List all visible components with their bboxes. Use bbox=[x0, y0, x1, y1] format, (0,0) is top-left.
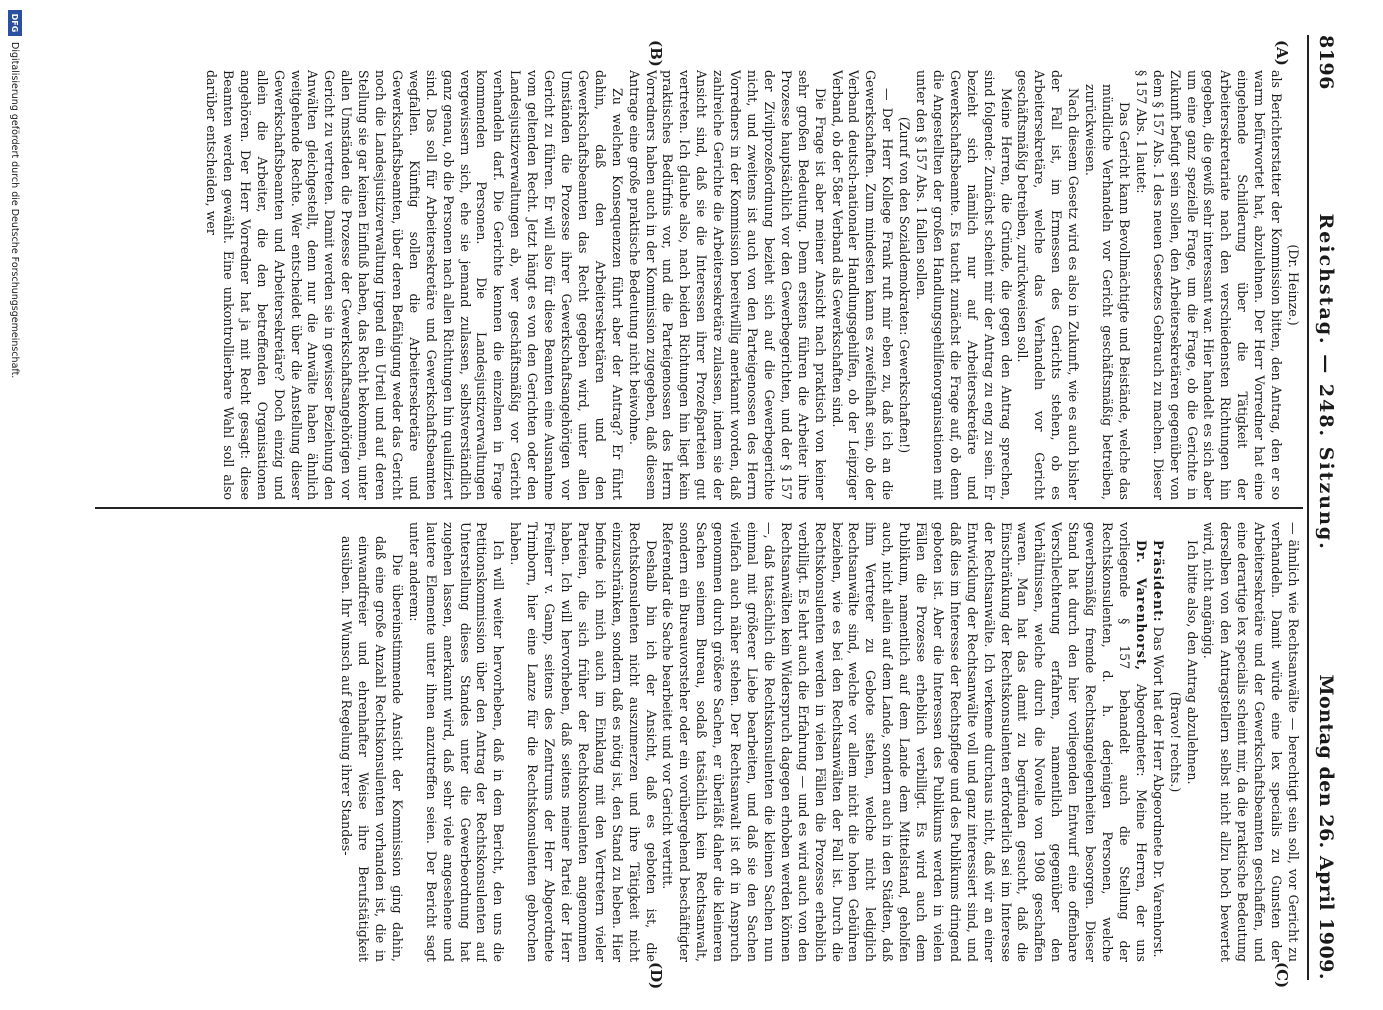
page-number: 8196 bbox=[1315, 35, 1337, 90]
interjection: (Bravo! rechts.) bbox=[1167, 691, 1183, 793]
speaker-attribution: (Dr. Heinze.) bbox=[1286, 244, 1301, 326]
interjection: (Zuruf von den Sozialdemokraten: Gewerkschaften!) bbox=[897, 116, 913, 454]
speaker-name: Präsident: bbox=[1150, 540, 1166, 623]
paragraph: Zu welchen Konsequenzen führt aber der Antrag? Er führt dahin, daß den Arbeitersekretären und den Gewerkschaftsbeamten das Recht gegeben wird, unter allen Umständen die Prozesse ihrer Gewerkschaftsangehörigen vor Gericht zu führen. Er will also für diese Beamten eine Ausnahme vom geltenden Recht. Jetzt hängt es von den Gerichten oder den Landesjustizverwaltungen ab, wer geschäftsmäßig vor Gericht verhandeln darf. Die Gerichte kennen die einzelnen in Frage kommenden Personen. Die Landesjustizverwaltungen vergewissern sich, ehe sie jemand zulassen, selbstverständlich ganz genau, ob die Personen nach allen Richtungen hin qualifiziert sind. Das soll für Arbeitersekretäre und Gewerkschaftsbeamten wegfallen. Künftig sollen die Arbeitersekretäre und Gewerkschaftsbeamten, über deren Befähigung weder das Gericht noch die Landesjustizverwaltung irgend ein Urteil und auf deren Stellung sie gar keinen Einfluß haben, das Recht bekommen, unter allen Umständen die Prozesse der Gewerkschaftsangehörigen vor Gericht zu vertreten. Damit werden sie in gewisser Beziehung den Anwälten gleichgestellt, denn nur die Anwälte haben ähnlich weitgehende Rechte. Wer entscheidet über die Anstellung dieser Gewerkschaftsbeamten und Arbeitersekretäre? Doch einzig und allein die Arbeiter, die den betreffenden Organisationen angehören. Der Herr Vorredner hat ja mit Recht gesagt: diese Beamten werden gewählt. Eine unkontrollierbare Wahl soll also darüber entscheiden, wer bbox=[204, 70, 625, 500]
speaker-text: Abgeordneter: Meine Herren, der uns vorliegende § 157 behandelt auch die Stellung der Rechtskonsulenten, d. h. derjenigen Personen, welche gewerbsmäßig fremde Rechtsangelegenheiten besorgen. Dieser Stand hat durch den hier vorliegenden Entwurf eine offenbare Verschlechterung erfahren, namentlich gegenüber den Verhältnissen, welche durch die Novelle von 1908 geschaffen waren. Man hat das damit zu begründen gesucht, daß die Einschränkung der Rechtskonsulenten erforderlich sei im Interesse der Rechtsanwälte. Ich verkenne durchaus nicht, daß wir an einer Entwicklung der Rechtsanwälte voll und ganz interessiert sind, und daß dies im Interesse der Rechtspflege und des Publikums dringend geboten ist. Aber die Interessen des Publikums werden in vielen Fällen die Prozesse erheblich verbilligt. Es wird auch dem Publikum, namentlich auf dem Lande dem Mittelstand, geholfen auch, nicht allein auf dem Lande, sondern auch in den Städten, daß ihm Vertreter zu Gebote stehen, welche nicht lediglich Rechtsanwälte sind, welche vor allem nicht die hohen Gebühren beziehen, wie es bei den Rechtsanwälten der Fall ist. Durch die Rechtskonsulenten werden in vielen Fällen die Prozesse erheblich verbilligt. Es lehrt auch die Erfahrung — und es wird auch von den Rechtsanwälten kein Widerspruch dagegen erhoben werden können —, daß tatsächlich die Rechtskonsulenten die kleinen Sachen nun einmal mit größerer Liebe bearbeiten, und daß sie den Sachen vielfach auch näher stehen. Der Rechtsanwalt ist oft in Anspruch genommen durch größere Sachen, er überläßt daher die kleineren Sachen seinem Bureau, sodaß tatsächlich kein Rechtsanwalt, sondern ein Bureauvorsteher oder ein vorübergehend beschäftigter Referendar die Sache bearbeitet und vor Gericht vertritt. bbox=[660, 522, 1149, 962]
paragraph: Nach diesem Gesetz wird es also in Zukunft, wie es auch bisher der Fall ist, im Ermessen des Gerichts stehen, ob es Arbeitersekretäre, welche das Verhandeln vor Gericht geschäftsmäßig betreiben, zurückweisen soll. bbox=[1015, 70, 1082, 500]
paragraph: Ich will weiter hervorheben, daß in dem Bericht, den uns die Petitionskommission über den Antrag der Rechtskonsulenten auf Unterstellung dieses Standes unter die Gewerbeordnung hat zugehen lassen, anerkannt wird, daß sehr viele angesehene und lautere Elemente unter ihnen anzutreffen seien. Der Bericht sagt unter anderem: bbox=[406, 522, 507, 962]
speaker-name: Dr. Varenhorst, bbox=[1133, 540, 1149, 672]
session-title: Reichstag. — 248. Sitzung. bbox=[1315, 213, 1337, 551]
quoted-report: Die übereinstimmende Ansicht der Kommission ging dahin, daß eine große Anzahl Rechtskonsulenten vorhanden ist, die in einwandfreier und ehrenhafter Weise ihre Berufstätigkeit ausüben. Ihr Wunsch auf Regelung ihrer Standes- bbox=[339, 536, 405, 962]
paragraph: Deshalb bin ich der Ansicht, daß es geboten ist, die Rechtskonsulenten nicht auszumerzen und ihre Tätigkeit nicht einzuschränken, sondern daß es nötig ist, den Stand zu heben. Hier befinde ich mich auch im Einklang mit den Vertretern vieler Parteien, die sich früher der Rechtskonsulenten angenommen haben. Ich will hervorheben, daß seitens meiner Partei der Herr Freiherr v. Gamp, seitens des Zentrums der Herr Abgeordnete Trimborn, hier eine Lanze für die Rechtskonsulenten gebrochen haben. bbox=[508, 522, 659, 962]
paragraph: Die Frage ist aber meiner Ansicht nach praktisch von keiner sehr großen Bedeutung. Denn erstens führen die Arbeiter ihre Prozesse hauptsächlich vor den Gewerbegerichten, und der § 157 der Zivilprozeßordnung bezieht sich auf die Gewerbegerichte nicht, und zweitens ist auch von den Parteigenossen des Herrn Vorredners in der Kommission bereitwillig anerkannt worden, daß zahlreiche Gerichte die Arbeitersekretäre zulassen, indem sie der Ansicht sind, daß sie die Interessen ihrer Prozeßparteien gut vertreten. Ich glaube also, nach beiden Richtungen hin liegt kein praktisches Bedürfnis vor, und die Parteigenossen des Herrn Vorredners haben auch in der Kommission zugegeben, daß diesem Antrage eine große praktische Bedeutung nicht beiwohne. bbox=[626, 70, 828, 500]
statute-quote: Das Gericht kann Bevollmächtigte und Beistände, welche das mündliche Verhandeln vor Gericht geschäftsmäßig betreiben, zurückweisen. bbox=[1083, 84, 1132, 500]
paragraph: Meine Herren, die Gründe, die gegen den Antrag sprechen, sind folgende: Zunächst scheint mir der Antrag zu eng zu sein. Er bezieht sich nämlich nur auf Arbeitersekretäre und Gewerkschaftsbeamte. Es taucht zunächst die Frage auf, ob denn die Angestellten der großen Handlungsgehilfenorganisationen mit unter den § 157 Abs. 1 fallen sollen. bbox=[914, 70, 1014, 500]
dfg-logo: DFG bbox=[8, 10, 22, 36]
digitization-credit: Digitalisierung gefördert durch die Deutsche Forschungsgemeinschaft. bbox=[9, 42, 21, 379]
margin-mark-c: (C) bbox=[1273, 962, 1291, 989]
margin-mark-a: (A) bbox=[1273, 40, 1291, 66]
session-date: Montag den 26. April 1909. bbox=[1315, 674, 1337, 980]
speaker-paragraph bbox=[1149, 522, 1166, 962]
paragraph: als Berichterstatter der Kommission bitten, den Antrag, den er so warm befürwortet hat, abzulehnen. Der Herr Vorredner hat eine eingehende Schilderung über die Tätigkeit der Arbeitersekretariate nach den verschiedensten Richtungen hin gegeben, die gewiß sehr interessant war. Hier handelt es sich aber um eine ganz spezielle Frage, um die Frage, ob die Gerichte in Zukunft befugt sein sollen, den Arbeitersekretären gegenüber von dem § 157 Abs. 1 des neuen Gesetzes Gebrauch zu machen. Dieser § 157 Abs. 1 lautet: bbox=[1133, 70, 1285, 500]
column-divider bbox=[95, 507, 1303, 509]
page-header bbox=[1307, 35, 1343, 980]
digitization-footer bbox=[4, 0, 26, 1010]
paragraph: — Der Herr Kollege Frank ruft mir eben zu, daß ich an die Gewerkschaften. Zum mindesten kann es zweifelhaft sein, ob der Verband deutsch-nationaler Handlungsgehilfen, ob der Leipziger Verband, ob der 58er Verband als Gewerkschaften sind. bbox=[829, 70, 896, 500]
margin-mark-b: (B) bbox=[647, 40, 665, 67]
speaker-paragraph bbox=[659, 522, 1149, 962]
paragraph: — ähnlich wie Rechtsanwälte — berechtigt sein soll, vor Gericht zu verhandeln. Damit würde eine lex specialis zu Gunsten der Arbeitersekretäre und der Gewerkschaftsbeamten geschaffen, und eine derartige lex specialis scheint mir, da die praktische Bedeutung derselben von den Antragstellern selbst nicht allzu hoch bewertet wird, nicht angängig. bbox=[1201, 522, 1301, 962]
right-column bbox=[90, 522, 1301, 962]
paragraph: Ich bitte also, den Antrag abzulehnen. bbox=[1184, 540, 1200, 785]
margin-mark-d: (D) bbox=[647, 962, 665, 990]
speaker-text: Das Wort hat der Herr Abgeordnete Dr. Varenhorst. bbox=[1150, 626, 1166, 958]
left-column bbox=[90, 70, 1301, 500]
